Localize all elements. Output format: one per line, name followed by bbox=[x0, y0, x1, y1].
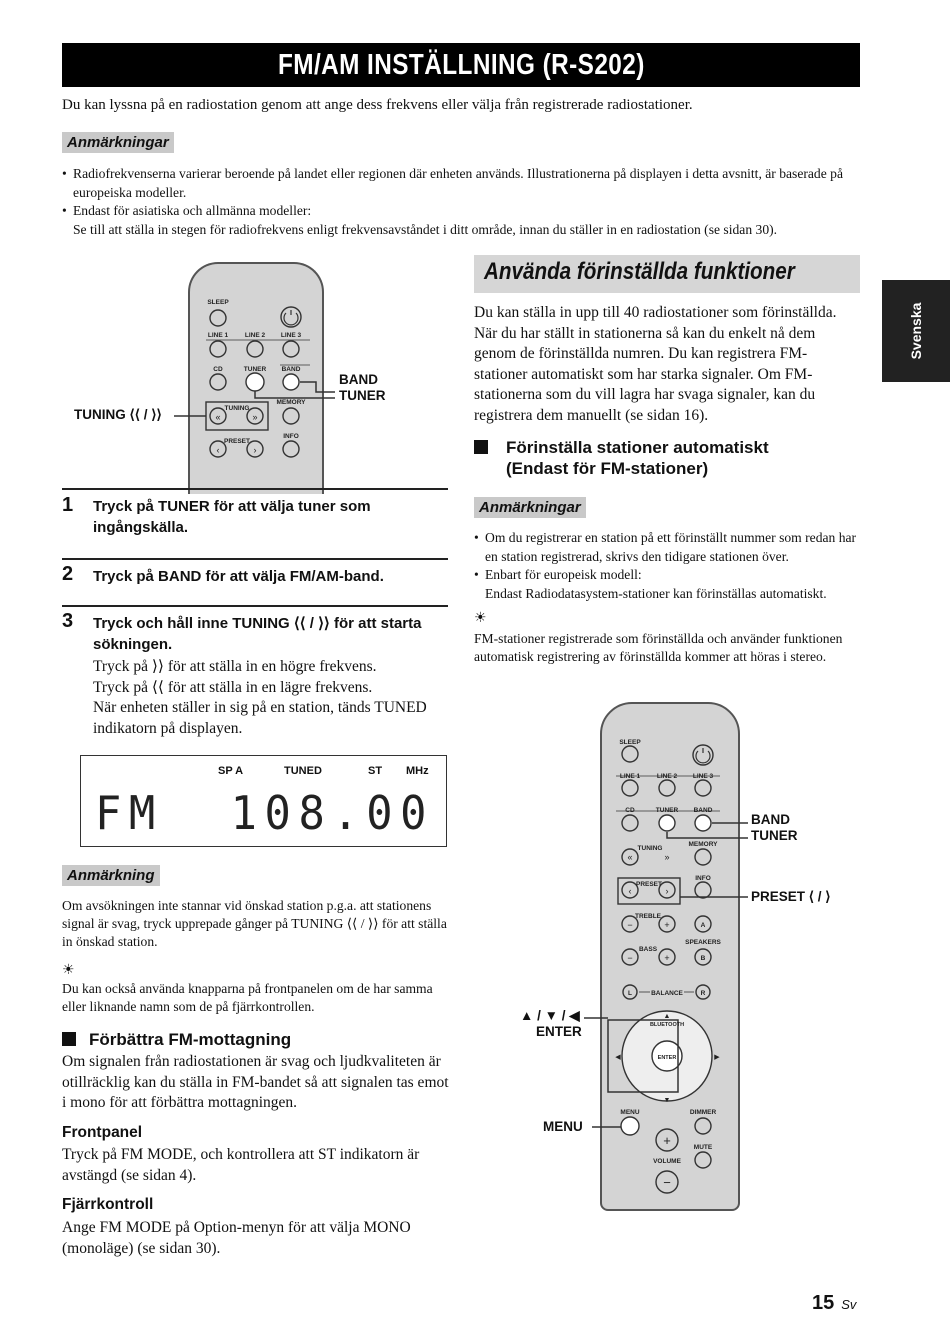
svg-text:›: › bbox=[665, 886, 669, 896]
step-number: 1 bbox=[62, 494, 74, 516]
indicator-mhz: MHz bbox=[406, 765, 429, 777]
svg-text:−: − bbox=[663, 1175, 671, 1190]
preset-section-header bbox=[474, 255, 860, 293]
svg-text:ENTER: ENTER bbox=[657, 1055, 677, 1061]
svg-text:MEMORY: MEMORY bbox=[276, 399, 306, 406]
page-title: FM/AM INSTÄLLNING (R-S202) bbox=[62, 43, 860, 87]
page-number: 15 Sv bbox=[812, 1292, 857, 1314]
note-item: • Radiofrekvenserna varierar beroende på landet eller regionen där enheten används. Illustrationerna på displayen i detta avsnitt, är baserade på europeiska modeller. bbox=[62, 165, 852, 202]
svg-text:›: › bbox=[253, 445, 257, 455]
tip-icon: ☀ bbox=[62, 963, 75, 978]
step-number: 2 bbox=[62, 563, 74, 585]
note-item: • Om du registrerar en station på ett förinställt nummer som redan har en station registrerad, skrivs den tidigare stationen över. bbox=[474, 529, 860, 566]
svg-text:−: − bbox=[627, 953, 633, 963]
svg-text:BALANCE: BALANCE bbox=[651, 990, 683, 997]
section-heading-fm: Förbättra FM-mottagning bbox=[62, 1029, 291, 1050]
svg-text:‹: ‹ bbox=[216, 445, 220, 455]
remote-illustration-small bbox=[60, 260, 450, 472]
intro-text: Du kan lyssna på en radiostation genom att ange dess frekvens eller välja från registrerade radiostationer. bbox=[62, 97, 693, 113]
svg-text:«: « bbox=[627, 852, 633, 862]
callout-tuner: TUNER bbox=[339, 388, 386, 403]
indicator-spa: SP A bbox=[218, 765, 244, 777]
callout-preset: PRESET ⟨ / ⟩ bbox=[751, 889, 831, 904]
svg-text:»: » bbox=[252, 412, 258, 422]
svg-text:L: L bbox=[628, 990, 632, 997]
svg-text:‹: ‹ bbox=[628, 886, 632, 896]
svg-text:R: R bbox=[700, 990, 706, 997]
remote-illustration-large bbox=[500, 700, 860, 1210]
step-rule bbox=[62, 488, 448, 490]
svg-text:BASS: BASS bbox=[638, 946, 658, 953]
remote-text: Ange FM MODE på Option-menyn för att välja MONO (monoläge) (se sidan 30). bbox=[62, 1219, 411, 1257]
svg-text:CD: CD bbox=[213, 366, 223, 373]
svg-text:»: » bbox=[664, 852, 670, 862]
subheading-remote: Fjärrkontroll bbox=[62, 1196, 154, 1213]
tip-text: Du kan också använda knapparna på frontpanelen om de har samma eller liknande namn som de på fjärrkontrollen. bbox=[62, 981, 433, 1014]
step-body: Tryck på ⟩⟩ för att ställa in en högre frekvens. Tryck på ⟨⟨ för att ställa in en lägre frekvens. När enheten ställer in sig på en station, tänds TUNED indikatorn på displayen. bbox=[93, 658, 427, 737]
svg-text:PRESET: PRESET bbox=[223, 438, 251, 445]
note-item: • Endast för asiatiska och allmänna modeller: Se till att ställa in stegen för radiofrekvens enligt frekvensavståndet i ditt område, innan du ställer in en radiostation (se sidan 30). bbox=[62, 202, 852, 239]
preset-notes-list bbox=[474, 529, 860, 603]
callout-band: BAND bbox=[751, 812, 790, 827]
notes-list bbox=[62, 165, 852, 239]
svg-text:TUNER: TUNER bbox=[655, 807, 679, 814]
svg-text:BLUETOOTH: BLUETOOTH bbox=[649, 1022, 685, 1028]
fm-text: Om signalen från radiostationen är svag och ljudkvaliteten är otillräcklig kan du ställa in FM-bandet så att signalen tas emot i mono för att förbättra mottagningen. bbox=[62, 1053, 449, 1111]
step-rule bbox=[62, 558, 448, 560]
svg-text:SPEAKERS: SPEAKERS bbox=[685, 939, 721, 946]
step-number: 3 bbox=[62, 610, 74, 632]
svg-text:LINE 3: LINE 3 bbox=[280, 332, 302, 339]
callout-band: BAND bbox=[339, 372, 378, 387]
auto-preset-heading: Förinställa stationer automatiskt (Endast för FM-stationer) bbox=[506, 438, 769, 478]
svg-text:−: − bbox=[627, 920, 633, 930]
svg-text:BAND: BAND bbox=[281, 366, 301, 373]
svg-text:B: B bbox=[700, 955, 706, 962]
step-rule bbox=[62, 605, 448, 607]
svg-text:▲: ▲ bbox=[663, 1013, 671, 1020]
callout-tuner: TUNER bbox=[751, 828, 798, 843]
svg-text:MUTE: MUTE bbox=[693, 1144, 713, 1151]
svg-text:+: + bbox=[664, 920, 670, 930]
preset-notes-badge: Anmärkningar bbox=[474, 499, 586, 517]
svg-text:PRESET: PRESET bbox=[635, 881, 663, 888]
svg-text:◀: ◀ bbox=[615, 1054, 621, 1061]
svg-text:MENU: MENU bbox=[620, 1109, 640, 1116]
preset-heading: Använda förinställda funktioner bbox=[484, 258, 795, 285]
svg-text:BAND: BAND bbox=[693, 807, 713, 814]
svg-text:LINE 3: LINE 3 bbox=[692, 773, 714, 780]
indicator-tuned: TUNED bbox=[284, 765, 322, 777]
svg-text:+: + bbox=[664, 953, 670, 963]
remote-sleep-label: SLEEP bbox=[207, 299, 229, 306]
square-bullet-icon bbox=[474, 440, 488, 454]
step-title: Tryck och håll inne TUNING ⟨⟨ / ⟩⟩ för att starta sökningen. bbox=[93, 615, 422, 653]
indicator-st: ST bbox=[368, 765, 383, 777]
callout-tuning: TUNING ⟨⟨ / ⟩⟩ bbox=[74, 407, 162, 422]
svg-text:+: + bbox=[663, 1133, 671, 1148]
front-display bbox=[80, 755, 447, 847]
svg-text:▼: ▼ bbox=[663, 1097, 671, 1104]
note-text: Om avsökningen inte stannar vid önskad station p.g.a. att stationens signal är svag, tryck upprepade gånger på TUNING ⟨⟨ / ⟩⟩ för att ställa in önskad station. bbox=[62, 898, 447, 949]
step-title: Tryck på TUNER för att välja tuner som ingångskälla. bbox=[93, 498, 371, 536]
svg-text:TREBLE: TREBLE bbox=[635, 913, 661, 920]
svg-text:A: A bbox=[700, 922, 706, 929]
svg-text:INFO: INFO bbox=[695, 875, 711, 882]
front-text: Tryck på FM MODE, och kontrollera att ST indikatorn är avstängd (se sidan 4). bbox=[62, 1146, 420, 1184]
preset-tip: FM-stationer registrerade som förinställda och använder funktionen automatisk registrering av förinställda kommer att höras i stereo. bbox=[474, 631, 843, 664]
svg-text:SLEEP: SLEEP bbox=[619, 739, 641, 746]
svg-text:TUNING: TUNING bbox=[224, 405, 250, 412]
notes-badge: Anmärkningar bbox=[62, 134, 174, 152]
svg-text:MEMORY: MEMORY bbox=[688, 841, 718, 848]
svg-text:TUNING: TUNING bbox=[637, 845, 663, 852]
svg-text:TUNER: TUNER bbox=[243, 366, 267, 373]
step-title: Tryck på BAND för att välja FM/AM-band. bbox=[93, 568, 384, 585]
svg-text:LINE 1: LINE 1 bbox=[619, 773, 641, 780]
svg-text:INFO: INFO bbox=[283, 433, 299, 440]
svg-text:LINE 2: LINE 2 bbox=[656, 773, 678, 780]
frequency-readout: FM 108.00 bbox=[95, 786, 435, 840]
callout-menu: MENU bbox=[543, 1119, 583, 1134]
svg-text:«: « bbox=[215, 412, 221, 422]
svg-text:LINE 2: LINE 2 bbox=[244, 332, 266, 339]
language-tab: Svenska bbox=[882, 280, 950, 382]
svg-text:▶: ▶ bbox=[714, 1054, 720, 1061]
callout-enter: ENTER bbox=[536, 1024, 582, 1039]
callout-cursor: ▲ / ▼ / ◀ bbox=[520, 1008, 580, 1023]
note-item: • Enbart för europeisk modell: Endast Radiodatasystem-stationer kan förinställas automatiskt. bbox=[474, 566, 860, 603]
square-bullet-icon bbox=[62, 1032, 76, 1046]
tip-icon: ☀ bbox=[474, 611, 487, 626]
svg-text:LINE 1: LINE 1 bbox=[207, 332, 229, 339]
svg-text:VOLUME: VOLUME bbox=[653, 1158, 681, 1165]
preset-intro: Du kan ställa in upp till 40 radiostationer som förinställda. När du har ställt in stationerna så kan du enkelt nå dem genom de förinställda numren. Du kan registrera FM-stationer automatiskt som har starka signaler. Om FM-stationerna som du vill lagra har svaga signaler, kan du registrera dem manuellt (se sidan 16). bbox=[474, 304, 837, 424]
svg-text:CD: CD bbox=[625, 807, 635, 814]
subheading-front: Frontpanel bbox=[62, 1124, 143, 1141]
note-badge: Anmärkning bbox=[62, 867, 160, 885]
svg-text:DIMMER: DIMMER bbox=[689, 1109, 717, 1116]
